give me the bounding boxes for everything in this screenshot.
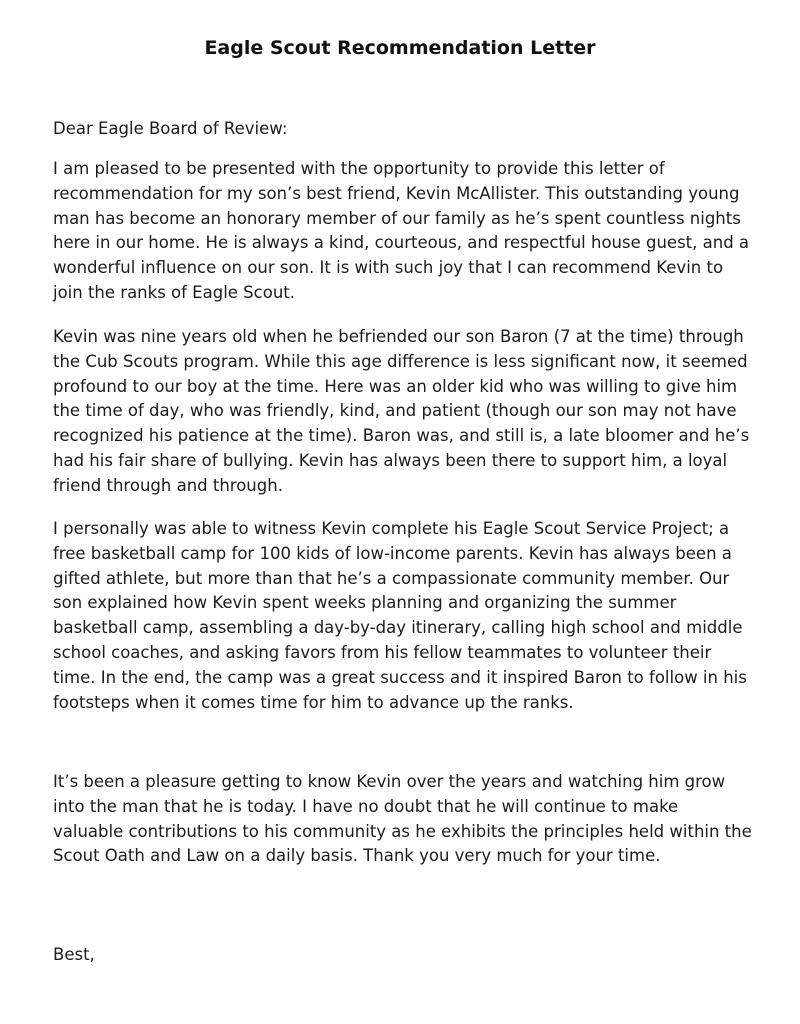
body-paragraph-2: Kevin was nine years old when he befriended our son Baron (7 at the time) through the Cub Scouts program. While this age difference is less significant now, it seemed profound to our boy at the time. Here was an older kid who was willing to give him the time of day, who was friendly, kind, and patient (though our son may not have recognized his patience at the time). Baron was, and still is, a late bloomer and he’s had his fair share of bullying. Kevin has always been there to support him, a loyal friend through and through. [53, 327, 750, 495]
closing: Best, [53, 945, 95, 964]
body-paragraph-4: It’s been a pleasure getting to know Kevin over the years and watching him grow into the man that he is today. I have no doubt that he will continue to make valuable contributions to his community as he exhibits the principles held within the Scout Oath and Law on a daily basis. Thank you very much for your time. [53, 772, 752, 866]
salutation: Dear Eagle Board of Review: [53, 119, 288, 138]
body-paragraph-1: I am pleased to be presented with the opportunity to provide this letter of recommendation for my son’s best friend, Kevin McAllister. This outstanding young man has become an honorary member of our family as he’s spent countless nights here in our home. He is always a kind, courteous, and respectful house guest, and a wonderful influence on our son. It is with such joy that I can recommend Kevin to join the ranks of Eagle Scout. [53, 159, 750, 302]
letter-title: Eagle Scout Recommendation Letter [204, 37, 596, 59]
body-paragraph-3: I personally was able to witness Kevin complete his Eagle Scout Service Project; a free basketball camp for 100 kids of low-income parents. Kevin has always been a gifted athlete, but more than that he’s a compassionate community member. Our son explained how Kevin spent weeks planning and organizing the summer basketball camp, assembling a day-by-day itinerary, calling high school and middle school coaches, and asking favors from his fellow teammates to volunteer their time. In the end, the camp was a great success and it inspired Baron to follow in his footsteps when it comes time for him to advance up the ranks. [53, 519, 747, 712]
